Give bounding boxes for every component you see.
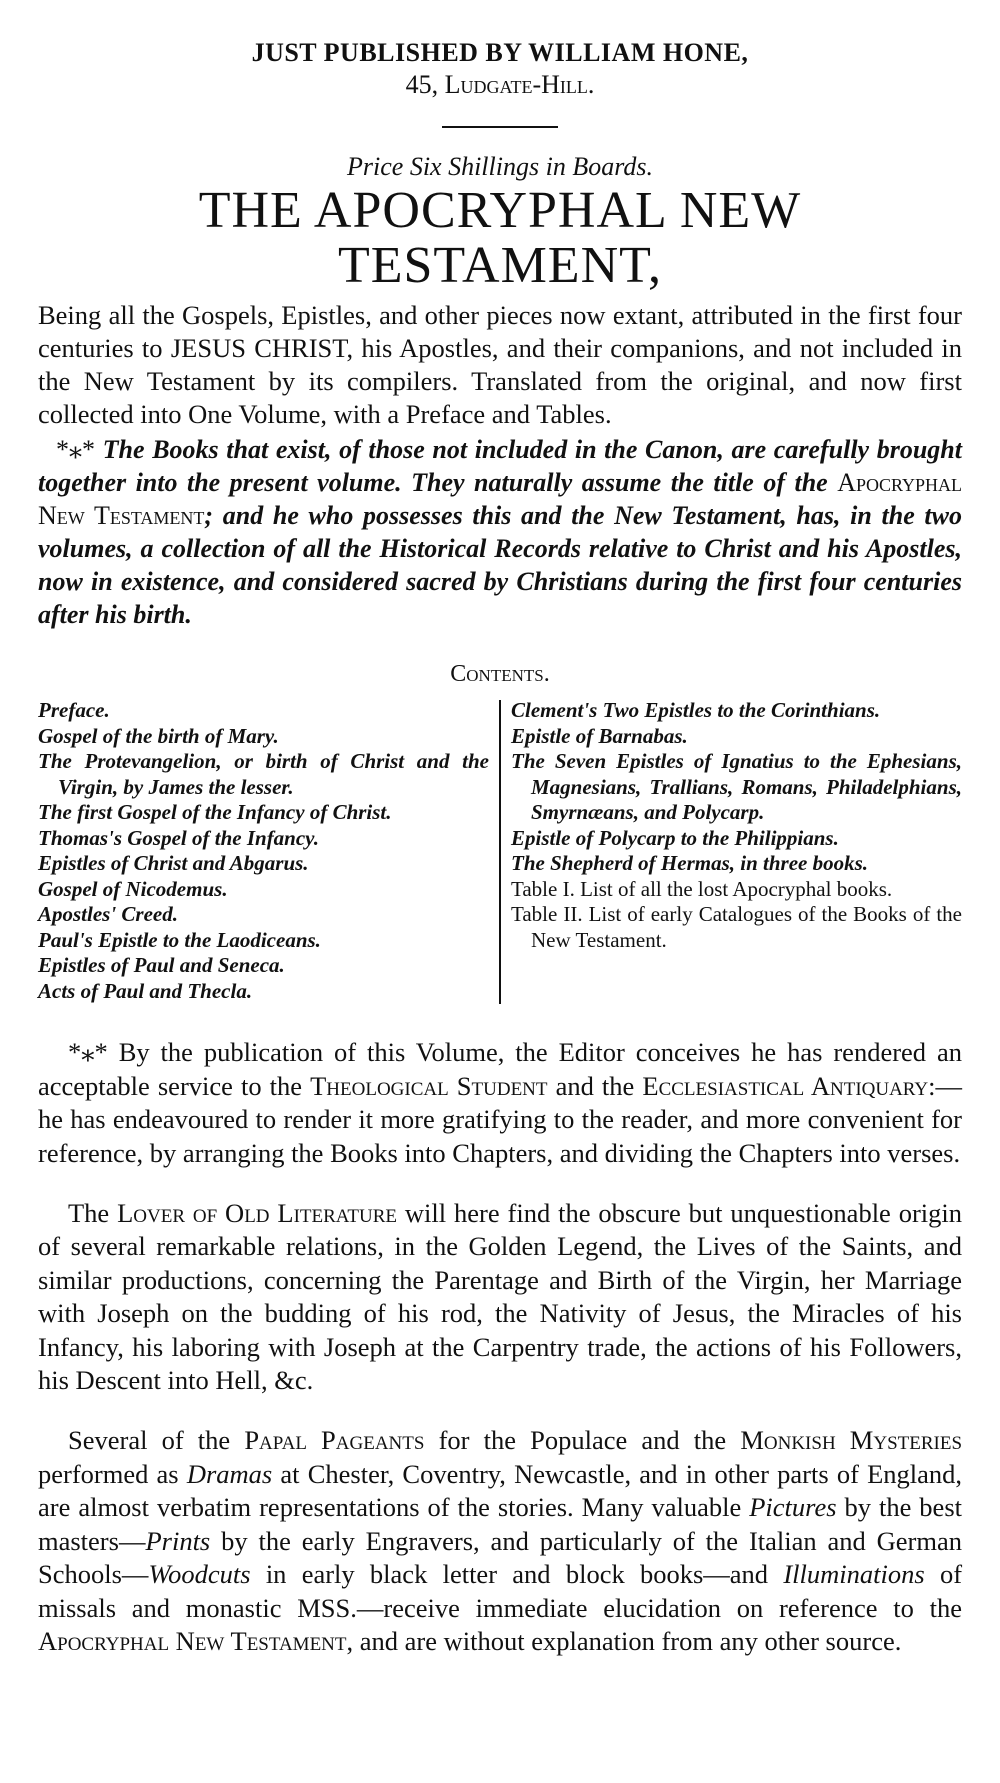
contents-entry: Apostles' Creed. (38, 902, 178, 927)
contents-entry: The first Gospel of the Infancy of Christ. (38, 800, 392, 825)
contents-entry: Acts of Paul and Thecla. (38, 978, 253, 1003)
contents-right-column (511, 698, 962, 1004)
body-paragraph: The Lover of Old Literature will here find the obscure but unquestionable origin of several remarkable relations, in the Golden Legend, the Lives of the Saints, and similar productions, concerning the Parentage and Birth of the Virgin, her Marriage with Joseph on the budding of his rod, the Nativity of Jesus, the Miracles of his Infancy, his laboring with Joseph at the Carpentry trade, the actions of his Followers, his Descent into Hell, &c. (38, 1197, 962, 1396)
contents-left-column (38, 698, 499, 1004)
contents-entry: Epistle of Polycarp to the Philippians. (511, 825, 839, 850)
asterism: *⁎* (56, 435, 95, 465)
contents-entry: Epistle of Barnabas. (511, 723, 688, 748)
editorial-note: *⁎* The Books that exist, of those not included in the Canon, are carefully brought together into the present volume. They naturally assume the title of the Apocryphal New Testament; and he who possesses this and the New Testament, has, in the two volumes, a collection of all the Historical Records relative to Christ and his Apostles, now in existence, and considered sacred by Christians during the first four centuries after his birth. (38, 435, 962, 630)
contents-entry: Gospel of Nicodemus. (38, 876, 228, 901)
contents-heading: Contents. (450, 661, 550, 688)
contents-entry: Epistles of Paul and Seneca. (38, 953, 285, 978)
contents-entry: Preface. (38, 698, 110, 723)
body-paragraph: Several of the Papal Pageants for the Populace and the Monkish Mysteries performed as Dramas at Chester, Coventry, Newcastle, and in other parts of England, are almost verbatim representations of the stories. Many valuable Pictures by the best masters—Prints by the early Engravers, and particularly of the Italian and German Schools—Woodcuts in early black letter and block books—and Illuminations of missals and monastic MSS.—receive immediate elucidation on reference to the Apocryphal New Testament, and are without explanation from any other source. (38, 1425, 963, 1657)
advertisement-page (38, 32, 962, 1685)
price-line: Price Six Shillings in Boards. (347, 152, 653, 181)
contents-entry: Thomas's Gospel of the Infancy. (38, 825, 319, 850)
contents-entry: Gospel of the birth of Mary. (38, 723, 279, 748)
contents-entry: The Shepherd of Hermas, in three books. (511, 851, 869, 876)
contents-entry: Clement's Two Epistles to the Corinthians. (511, 698, 881, 723)
contents-entry: Table I. List of all the lost Apocryphal books. (511, 876, 893, 901)
contents-entry: The Protevangelion, or birth of Christ and the Virgin, by James the lesser. (38, 749, 489, 799)
contents-entry: Paul's Epistle to the Laodiceans. (38, 927, 321, 952)
contents-entry: The Seven Epistles of Ignatius to the Ephesians, Magnesians, Trallians, Romans, Philadelphians, Smyrnæans, and Polycarp. (511, 749, 962, 825)
book-description: Being all the Gospels, Epistles, and other pieces now extant, attributed in the first four centuries to JESUS CHRIST, his Apostles, and their companions, and not included in the New Testament by its compilers. Translated from the original, and now first collected into One Volume, with a Preface and Tables. (38, 300, 962, 430)
asterism: *⁎* (68, 1037, 108, 1068)
book-title: THE APOCRYPHAL NEW TESTAMENT, (198, 182, 802, 294)
column-divider (499, 700, 501, 1004)
body-paragraph: *⁎* By the publication of this Volume, the Editor conceives he has rendered an acceptable service to the Theological Student and the Ecclesiastical Antiquary:—he has endeavoured to render it more gratifying to the reader, and more convenient for reference, by arranging the Books into Chapters, and dividing the Chapters into verses. (38, 1037, 963, 1168)
divider-rule (442, 126, 558, 128)
contents-entry: Table II. List of early Catalogues of the Books of the New Testament. (511, 902, 962, 952)
contents-list (38, 698, 962, 1004)
address-line: 45, Ludgate-Hill. (405, 70, 595, 99)
contents-entry: Epistles of Christ and Abgarus. (38, 851, 309, 876)
publisher-line: JUST PUBLISHED BY WILLIAM HONE, (251, 38, 749, 67)
